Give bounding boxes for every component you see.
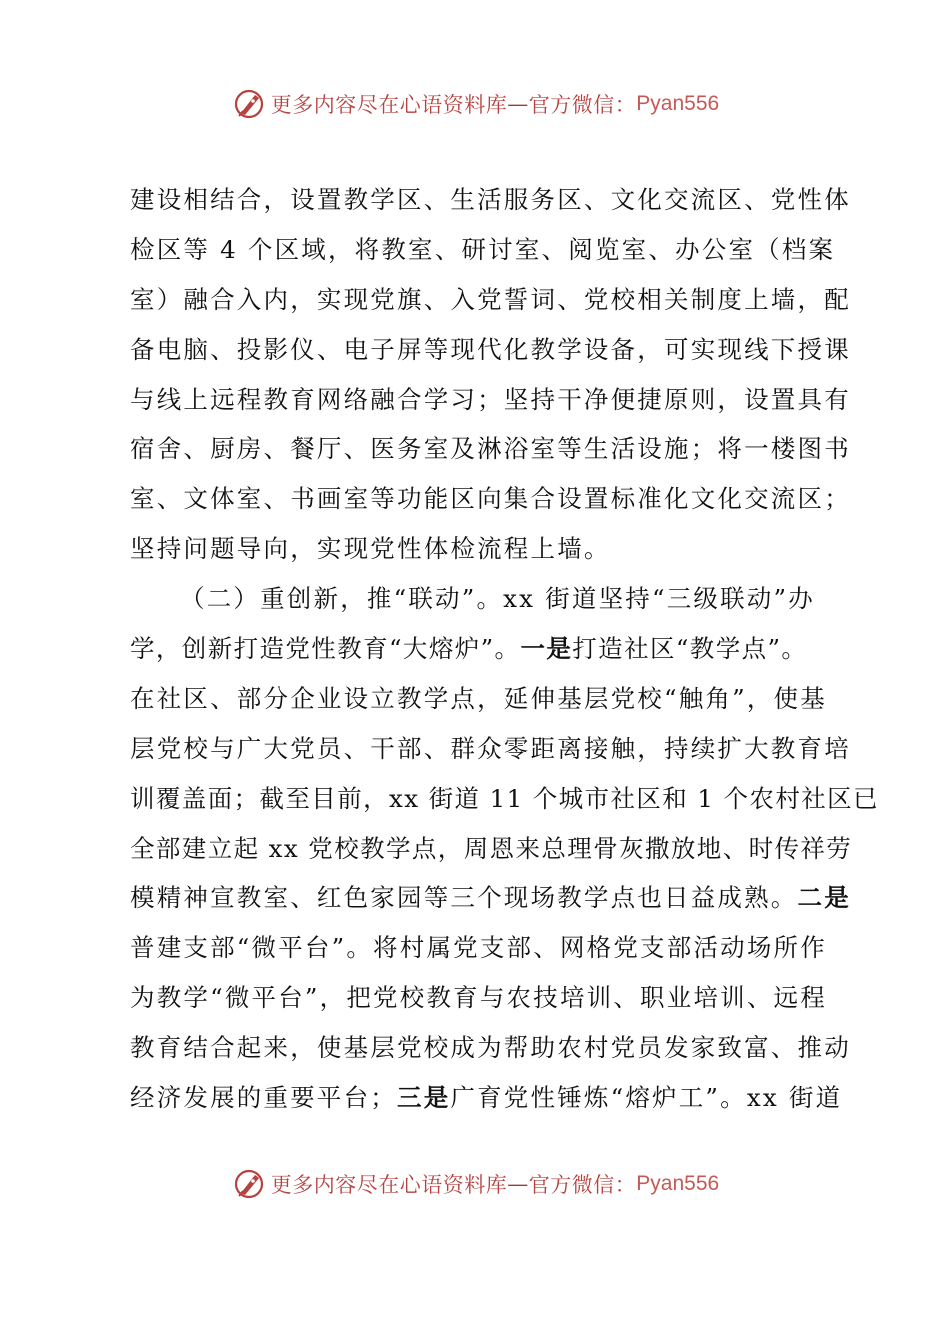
body-line: 普建支部“微平台”。将村属党支部、网格党支部活动场所作 xyxy=(130,933,827,963)
body-text: 经济发展的重要平台； xyxy=(130,1083,397,1113)
body-text: 广育党性锤炼“熔炉工”。xx 街道 xyxy=(450,1083,843,1113)
point-marker-first: 一是 xyxy=(520,634,573,664)
body-line: 在社区、部分企业设立教学点，延伸基层党校“触角”，使基 xyxy=(130,683,827,713)
body-text: 学，创新打造党性教育“大熔炉”。 xyxy=(130,634,521,664)
body-line xyxy=(130,873,851,923)
banner-wechat-id: Pyan556 xyxy=(636,92,720,115)
body-line xyxy=(130,1073,842,1123)
banner-main-text: 更多内容尽在心语资料库 xyxy=(270,1173,508,1197)
body-line: 坚持问题导向，实现党性体检流程上墙。 xyxy=(130,534,611,564)
body-line: 室、文体室、书画室等功能区向集合设置标准化文化交流区； xyxy=(130,484,851,514)
body-line: 备电脑、投影仪、电子屏等现代化教学设备，可实现线下授课 xyxy=(130,334,851,364)
body-text: 打造社区“教学点”。 xyxy=(572,634,808,664)
banner-separator: — xyxy=(507,92,529,116)
point-marker-third: 三是 xyxy=(397,1083,451,1113)
section-heading-line: （二）重创新，推“联动”。xx 街道坚持“三级联动”办 xyxy=(180,584,815,614)
body-line xyxy=(130,624,842,674)
pen-nib-logo-icon xyxy=(231,1166,267,1202)
body-text: 模精神宣教室、红色家园等三个现场教学点也日益成熟。 xyxy=(130,883,798,913)
body-line: 检区等 4 个区域，将教室、研讨室、阅览室、办公室（档案 xyxy=(130,234,836,264)
banner-separator: — xyxy=(507,1172,529,1196)
body-line: 训覆盖面；截至目前，xx 街道 11 个城市社区和 1 个农村社区已 xyxy=(130,783,879,813)
footer-watermark-banner xyxy=(0,1162,950,1206)
header-watermark-banner xyxy=(0,82,950,126)
body-line: 宿舍、厨房、餐厅、医务室及淋浴室等生活设施；将一楼图书 xyxy=(130,434,851,464)
banner-wechat-label: 官方微信： xyxy=(528,93,637,117)
document-body xyxy=(130,175,879,1123)
body-line: 与线上远程教育网络融合学习；坚持干净便捷原则，设置具有 xyxy=(130,384,851,414)
banner-wechat-label: 官方微信： xyxy=(528,1173,637,1197)
body-line: 建设相结合，设置教学区、生活服务区、文化交流区、党性体 xyxy=(130,185,851,214)
body-line: 全部建立起 xx 党校教学点，周恩来总理骨灰撒放地、时传祥劳 xyxy=(130,833,853,863)
pen-nib-logo-icon xyxy=(231,86,267,122)
point-marker-second: 二是 xyxy=(797,883,851,913)
banner-main-text: 更多内容尽在心语资料库 xyxy=(270,93,508,117)
body-line: 教育结合起来，使基层党校成为帮助农村党员发家致富、推动 xyxy=(130,1033,851,1063)
body-line: 为教学“微平台”，把党校教育与农技培训、职业培训、远程 xyxy=(130,983,827,1013)
banner-wechat-id: Pyan556 xyxy=(636,1172,720,1195)
body-line: 室）融合入内，实现党旗、入党誓词、党校相关制度上墙，配 xyxy=(130,284,851,314)
body-line: 层党校与广大党员、干部、群众零距离接触，持续扩大教育培 xyxy=(130,733,851,763)
